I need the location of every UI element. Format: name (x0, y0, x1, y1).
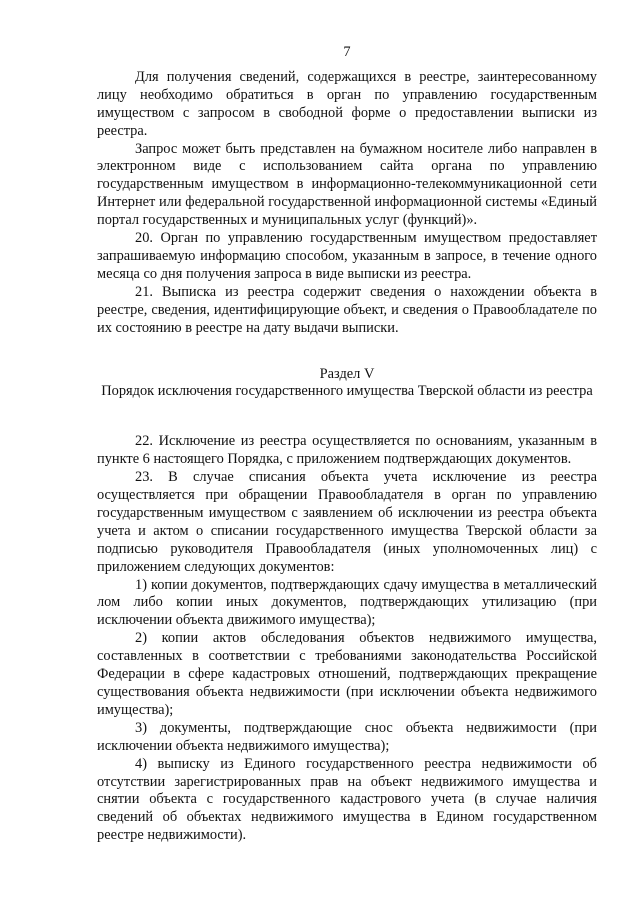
section-heading: Раздел V (319, 365, 375, 382)
document-page (97, 44, 597, 845)
paragraph-request-info: Для получения сведений, содержащихся в реестре, заинтересованному лицу необходимо обратиться в орган по управлению государственным имуществом с запросом в свободной форме о предоставлении выписки из реестра. (97, 68, 597, 139)
section-title: Порядок исключения государственного имущества Тверской области из реестра (101, 383, 593, 400)
paragraph-21: 21. Выписка из реестра содержит сведения о нахождении объекта в реестре, сведения, идентифицирующие объект, и сведения о Правообладателе по их состоянию в реестре на дату выдачи выписки. (97, 283, 597, 336)
page-number: 7 (343, 44, 351, 60)
paragraph-22: 22. Исключение из реестра осуществляется по основаниям, указанным в пункте 6 настоящего Порядка, с приложением подтверждающих документов. (97, 433, 597, 468)
list-item-2: 2) копии актов обследования объектов недвижимого имущества, составленных в соответствии с требованиями законодательства Российской Федерации в сфере кадастровых отношений, подтверждающих прекращение существования объекта недвижимости (при исключении объекта недвижимого имущества); (97, 630, 597, 718)
list-item-1: 1) копии документов, подтверждающих сдачу имущества в металлический лом либо копии иных документов, подтверждающих утилизацию (при исключении объекта движимого имущества); (97, 576, 597, 629)
paragraph-20: 20. Орган по управлению государственным имуществом предоставляет запрашиваемую информацию способом, указанным в запросе, в течение одного месяца со дня получения запроса в виде выписки из реестра. (97, 230, 597, 282)
paragraph-request-format: Запрос может быть представлен на бумажном носителе либо направлен в электронном виде с использованием сайта органа по управлению государственным имуществом в информационно-телекоммуникационной сети Интернет или федеральной государственной информационной системы «Единый портал государственных и муниципальных услуг (функций)». (97, 140, 597, 229)
list-item-4: 4) выписку из Единого государственного реестра недвижимости об отсутствии зарегистрированных прав на объект недвижимого имущества и снятии объекта с государственного кадастрового учета (в случае наличия сведений об объектах недвижимого имущества в Едином государственном реестре недвижимости). (97, 755, 597, 844)
paragraph-23: 23. В случае списания объекта учета исключение из реестра осуществляется при обращении Правообладателя в орган по управлению государственным имуществом с заявлением об исключении из реестра объекта учета и актом о списании государственного имущества Тверской области за подписью руководителя Правообладателя (иных уполномоченных лиц) с приложением следующих документов: (97, 469, 597, 575)
list-item-3: 3) документы, подтверждающие снос объекта недвижимости (при исключении объекта недвижимого имущества); (97, 719, 597, 754)
